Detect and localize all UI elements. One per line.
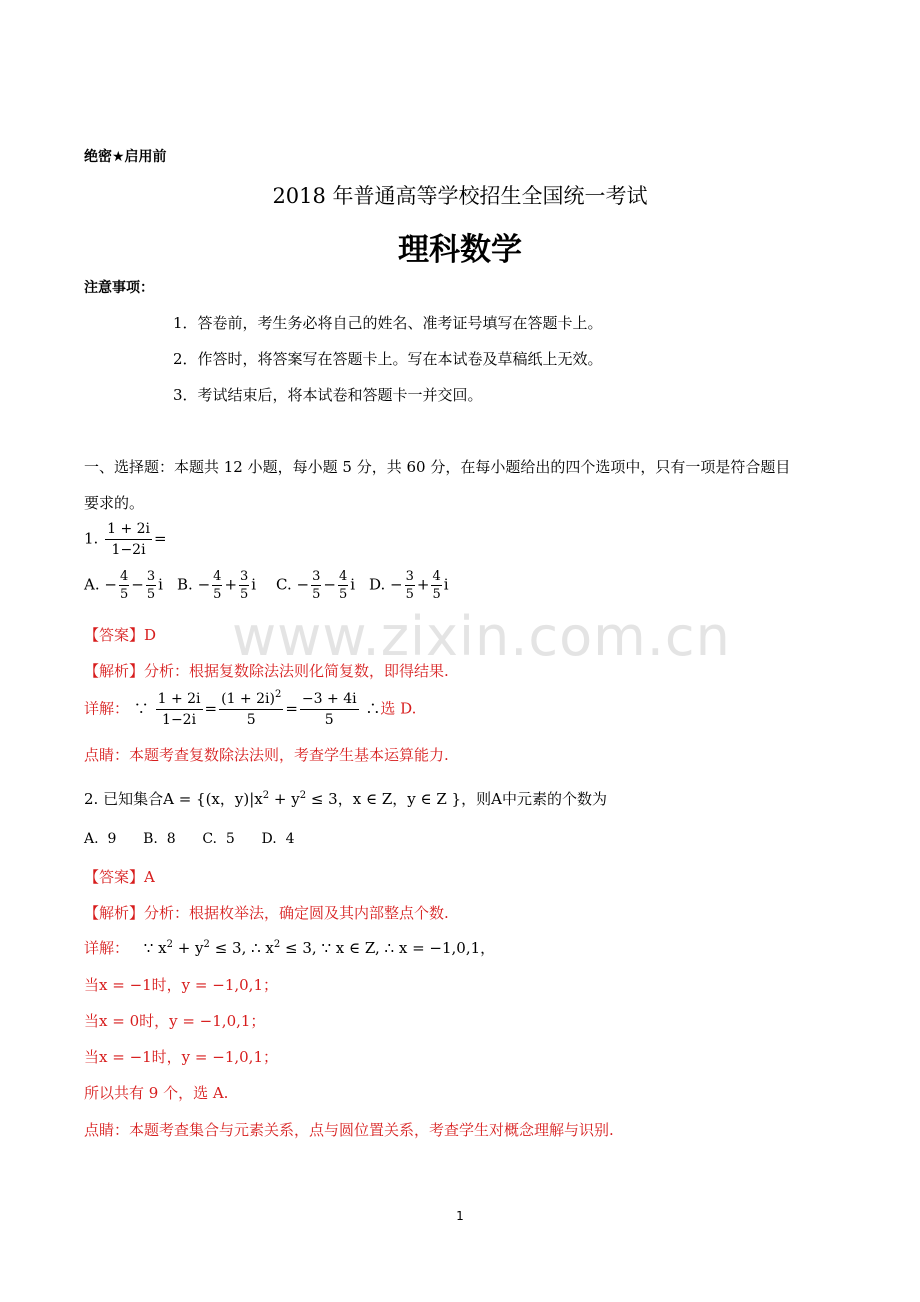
because-symbol: ∵: [133, 699, 149, 718]
numerator: 4: [213, 569, 222, 584]
question-number: 1.: [84, 529, 99, 548]
q2-analysis: [84, 902, 449, 923]
q2-comment: 点睛：本题考查集合与元素关系，点与圆位置关系，考查学生对概念理解与识别.: [84, 1121, 614, 1139]
set-part: + y: [269, 790, 300, 808]
math-part: ≤ 3, ∴ x: [209, 939, 274, 957]
exponent: 2: [203, 939, 210, 950]
notice-item: 3．考试结束后，将本试卷和答题卡一并交回。: [173, 386, 483, 404]
exponent: 2: [274, 689, 282, 700]
numerator: 1 + 2i: [105, 522, 152, 540]
denominator: 5: [338, 587, 348, 602]
numerator: 3: [405, 569, 414, 584]
question-2: [84, 788, 607, 809]
equals-sign: =: [154, 529, 167, 548]
fraction: [119, 570, 129, 601]
numerator: 3: [240, 569, 249, 584]
denominator: 5: [246, 712, 256, 728]
q1-option-a: [84, 570, 163, 601]
denominator: 1−2i: [111, 542, 146, 558]
imaginary-unit: i: [251, 575, 257, 594]
numerator: 4: [119, 569, 129, 584]
numerator: 3: [312, 569, 321, 584]
subject-title: 理科数学: [398, 232, 522, 268]
q2-detail: [84, 937, 495, 958]
sign: −: [390, 575, 403, 594]
answer-tag: 【答案】: [84, 626, 145, 644]
numerator: 4: [338, 569, 348, 584]
denominator: 5: [432, 587, 441, 602]
operator: +: [224, 575, 238, 594]
operator: −: [323, 575, 336, 594]
numerator: [219, 689, 283, 710]
answer-tag: 【答案】: [84, 868, 145, 886]
fraction: [239, 570, 249, 601]
notice-item: 2．作答时，将答案写在答题卡上。写在本试卷及草稿纸上无效。: [173, 350, 603, 368]
sign: −: [104, 575, 117, 594]
denominator: 5: [312, 587, 321, 602]
exam-title: 2018 年普通高等学校招生全国统一考试: [272, 184, 648, 208]
fraction: [212, 570, 222, 601]
fraction: [219, 689, 283, 728]
therefore-symbol: ∴: [365, 699, 381, 718]
exponent: 2: [273, 939, 281, 950]
math-part: ∵ x: [143, 939, 167, 957]
watermark: www.zixin.com.cn: [232, 605, 731, 668]
q2-answer: [84, 866, 155, 887]
set-expression: [163, 790, 461, 808]
numerator: 1 + 2i: [156, 692, 203, 710]
q2-case-1: 当x = −1时，y = −1,0,1；: [84, 976, 278, 994]
numerator: −3 + 4i: [300, 692, 359, 710]
q2-options: A. 9 B. 8 C. 5 D. 4: [84, 831, 295, 847]
fraction: [338, 570, 348, 601]
q2-case-2: 当x = 0时，y = −1,0,1；: [84, 1012, 266, 1030]
operator: −: [131, 575, 144, 594]
fraction: [146, 570, 156, 601]
detail-label: 详解：: [84, 939, 130, 957]
numerator-base: (1 + 2i): [221, 691, 275, 707]
option-label: D.: [369, 575, 386, 594]
confidential-label: 绝密★启用前: [84, 149, 167, 165]
denominator: 5: [240, 587, 249, 602]
question-1: [84, 522, 167, 557]
fraction: [405, 570, 415, 601]
notice-label: 注意事项：: [84, 280, 154, 296]
fraction: [156, 692, 203, 727]
imaginary-unit: i: [350, 575, 356, 594]
exponent: 2: [262, 790, 270, 801]
imaginary-unit: i: [443, 575, 449, 594]
analysis-tag: 【解析】: [84, 662, 145, 680]
math-part: ≤ 3, ∵ x ∈ Z, ∴ x = −1,0,1，: [280, 939, 496, 957]
option-label: B.: [177, 575, 193, 594]
set-condition: ≤ 3，x ∈ Z，y ∈ Z }: [306, 790, 462, 808]
q1-option-b: [177, 570, 256, 601]
fraction: [105, 522, 152, 557]
option-label: C.: [276, 575, 292, 594]
exponent: 2: [299, 790, 307, 801]
q1-answer: [84, 624, 156, 645]
denominator: 5: [213, 587, 222, 602]
equals-sign: =: [285, 699, 298, 718]
section-instructions: 一、选择题：本题共 12 小题，每小题 5 分，共 60 分，在每小题给出的四个选项中，只有一项是符合题目: [84, 458, 791, 476]
q1-option-d: [369, 570, 449, 601]
denominator: 5: [119, 587, 129, 602]
answer-value: A: [144, 868, 155, 886]
analysis-tag: 【解析】: [84, 904, 145, 922]
notice-item: 1．答卷前，考生务必将自己的姓名、准考证号填写在答题卡上。: [173, 314, 603, 332]
sign: −: [197, 575, 211, 594]
set-part: A = {(x，y)|x: [163, 790, 263, 808]
page-number: 1: [456, 1209, 464, 1223]
detail-label: 详解：: [84, 699, 130, 718]
denominator: 1−2i: [162, 712, 197, 728]
q1-detail: [84, 689, 417, 728]
sign: −: [296, 575, 310, 594]
denominator: 5: [324, 712, 334, 728]
choice-text: 选 D.: [380, 699, 417, 718]
fraction: [431, 570, 441, 601]
question-suffix: ，则A中元素的个数为: [461, 790, 607, 808]
answer-value: D: [144, 626, 157, 644]
detail-math: [144, 939, 495, 957]
question-prefix: 2. 已知集合: [84, 790, 164, 808]
q1-comment: 点睛：本题考查复数除法法则，考查学生基本运算能力.: [84, 746, 449, 764]
section-instructions-cont: 要求的。: [84, 494, 145, 512]
q2-case-3: 当x = −1时，y = −1,0,1；: [84, 1048, 278, 1066]
denominator: 5: [146, 587, 156, 602]
analysis-text: 分析：根据复数除法法则化简复数，即得结果.: [144, 662, 449, 680]
exponent: 2: [166, 939, 173, 950]
equals-sign: =: [204, 699, 218, 718]
operator: +: [416, 575, 430, 594]
q1-option-c: [276, 570, 355, 601]
analysis-text: 分析：根据枚举法，确定圆及其内部整点个数.: [144, 904, 449, 922]
q2-conclusion: 所以共有 9 个，选 A.: [84, 1084, 229, 1102]
option-label: A.: [84, 575, 100, 594]
fraction: [311, 570, 321, 601]
math-part: + y: [172, 939, 204, 957]
denominator: 5: [405, 587, 414, 602]
q1-analysis: [84, 660, 449, 681]
numerator: 4: [432, 569, 441, 584]
fraction: [300, 692, 359, 727]
numerator: 3: [146, 569, 156, 584]
imaginary-unit: i: [158, 575, 163, 594]
